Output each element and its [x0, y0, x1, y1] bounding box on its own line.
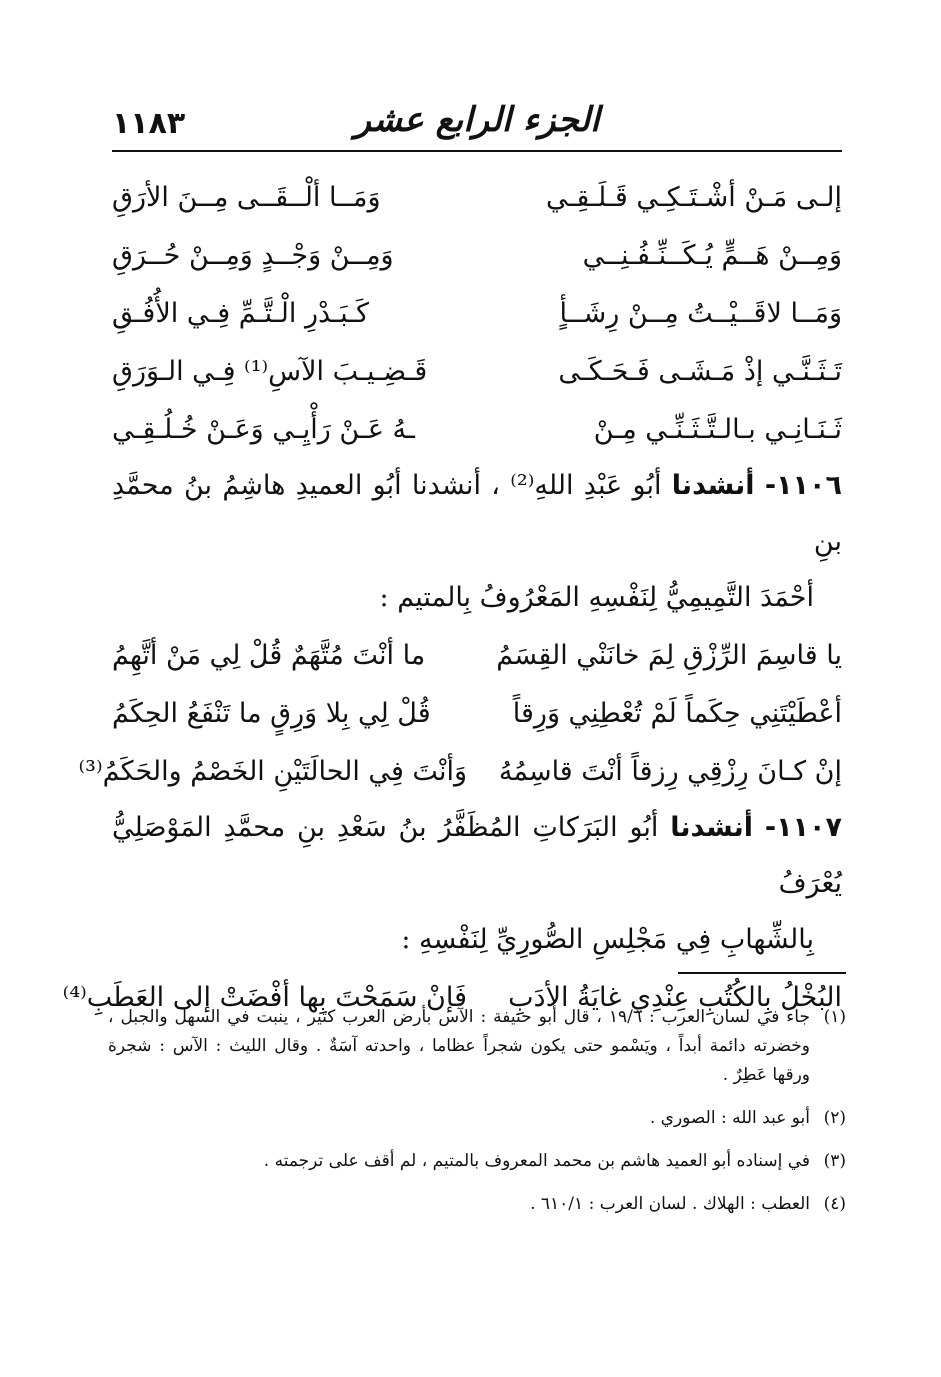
hemistich-second: ـهُ عَـنْ رَأْيِـي وَعَـنْ خُـلُـقِـي [112, 413, 415, 445]
verse-row [78, 742, 842, 800]
entry-number: ١١٠٧- [764, 812, 842, 843]
verse-row [112, 168, 842, 226]
footnote-number: (١) [823, 1007, 846, 1027]
footnote-text: العطب : الهلاك . لسان العرب : ٦١٠/١ . [530, 1194, 810, 1214]
hemistich-first: تَـثَـنَّـي إذْ مَـشَـى فَـحَـكَـى [558, 355, 842, 387]
entry-1106-continued: أحْمَدَ التَّمِيمِيُّ لِنَفْسِهِ المَعْرُوفُ بِالمتيم : [379, 582, 814, 613]
hemistich-second: ما أنْتَ مُتَّهَمٌ قُلْ لِي مَنْ أتَّهِمُ [112, 639, 426, 671]
entry-1107-continued: بِالشِّهابِ فِي مَجْلِسِ الصُّورِيِّ لِنَفْسِهِ : [401, 924, 814, 955]
footnote-number: (٢) [823, 1108, 846, 1128]
hemistich-second: قُلْ لِي بِلا وَرِقٍ ما تَنْفَعُ الحِكَمُ [112, 697, 431, 729]
footnote-number: (٣) [823, 1151, 846, 1171]
entry-1106 [112, 458, 842, 570]
hemistich-second: قَـضِـيـبَ الآسِ⁽¹⁾ فِـي الـوَرَقِ [112, 355, 428, 387]
hemistich-first: إلـى مَـنْ أشْـتَـكِـي قَـلَـقِـي [546, 181, 842, 213]
verse-row [112, 400, 842, 458]
main-text [62, 168, 842, 1026]
hemistich-first: ثَـنَـانِـي بـالـتَّـثَـنِّـي مِـنْ [593, 413, 842, 445]
hemistich-first: وَمِــنْ هَــمٍّ يُـكَــنِّـفُـنِــي [582, 239, 842, 271]
footnote [108, 1147, 846, 1176]
verse-row [112, 284, 842, 342]
footnote [108, 1190, 846, 1219]
hemistich-first: أعْطَيْتَنِي حِكَماً لَمْ تُعْطِنِي وَرِقاً [512, 697, 842, 729]
footnote-text: أبو عبد الله : الصوري . [649, 1108, 810, 1128]
hemistich-first: إنْ كـانَ رِزْقِي رِزقاً أنْتَ قاسِمُهُ [498, 755, 842, 787]
page-number: ١١٨٣ [112, 106, 186, 141]
footnotes [108, 1003, 846, 1233]
footnote [108, 1003, 846, 1090]
hemistich-first: يا قاسِمَ الرِّزْقِ لِمَ خانَنْي القِسَمُ [496, 639, 842, 671]
footnote-number: (٤) [823, 1194, 846, 1214]
verse-row [112, 342, 842, 400]
hemistich-second: فَإنْ سَمَحْتَ بِها أفْضَتْ إلى العَطَبِ⁽⁴⁾ [62, 981, 467, 1013]
hemistich-second: وَأنْتَ فِي الحالَتَيْنِ الخَصْمُ والحَكَمُ⁽³⁾ [78, 755, 467, 787]
part-title: الجزء الرابع عشر [354, 100, 600, 140]
poem-2 [78, 626, 842, 800]
entry-text: أبُو البَرَكاتِ المُظَفَّرُ بنُ سَعْدِ بنِ محمَّدِ المَوْصَلِيُّ يُعْرَفُ [112, 812, 842, 899]
page-header [112, 100, 842, 148]
footnote-text: جاء في لسان العرب : ١٩/٦ ، قال أبو حنيفة : الآس بأرض العرب كثير ، ينبت في السهل والجبل ، وخضرته دائمة أبداً ، ويَسْمو حتى يكون شجراً عظاما ، واحدته آسَةٌ . وقال الليث : الآس : شجرة ورقها عَطِرٌ . [108, 1007, 810, 1085]
verse-row [112, 226, 842, 284]
entry-1107 [112, 800, 842, 912]
footnote-text: في إسناده أبو العميد هاشم بن محمد المعروف بالمتيم ، لم أقف على ترجمته . [263, 1151, 810, 1171]
entry-text: أبُو عَبْدِ اللهِ⁽²⁾ ، أنشدنا أبُو العميدِ هاشِمُ بنُ محمَّدِ بنِ [112, 470, 842, 557]
hemistich-second: وَمِــنْ وَجْــدٍ وَمِــنْ حُــرَقِ [112, 239, 394, 271]
hemistich-first: وَمَــا لاقَــيْــتُ مِــنْ رِشَــأٍ [559, 297, 842, 329]
footnote-rule [678, 972, 846, 974]
header-rule [112, 150, 842, 152]
verse-row [112, 626, 842, 684]
entry-keyword: أنشدنا [671, 470, 755, 501]
poem-1 [112, 168, 842, 458]
hemistich-second: وَمَــا ألْــقَــى مِــنَ الأرَقِ [112, 181, 381, 213]
hemistich-second: كَـبَـدْرِ الْـتَّـمِّ فِـي الأُفُـقِ [112, 297, 370, 329]
verse-row [112, 684, 842, 742]
entry-number: ١١٠٦- [764, 470, 842, 501]
entry-keyword: أنشدنا [670, 812, 754, 843]
hemistich-first: البُخْلُ بِالكُتُبِ عِنْدِي غايَةُ الأدَبِ [508, 981, 842, 1013]
footnote [108, 1104, 846, 1133]
